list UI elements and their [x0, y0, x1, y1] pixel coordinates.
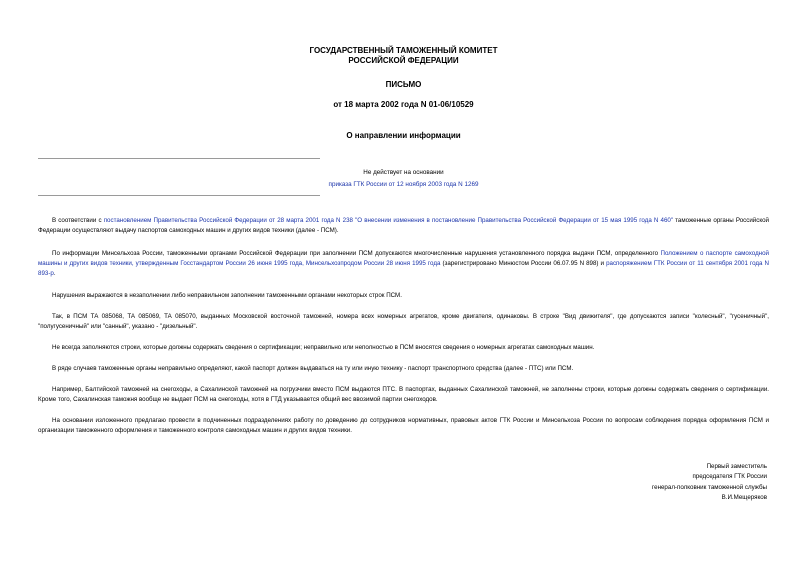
status-note-text: Не действует на основании	[363, 169, 444, 176]
paragraph-2-text-c: .	[53, 269, 56, 277]
status-note-link-row	[0, 179, 807, 191]
signature-line4: В.И.Мещеряков	[721, 494, 767, 502]
document-subject: О направлении информации	[346, 131, 461, 140]
paragraph-7: Например, Балтийской таможней на снегоходы, а Сахалинской таможней на погрузчики вместо ПСМ выдаются ПТС. В паспортах, выданных Сахалинской таможней, не заполнены строки, которые должны содержать сведения о сертификации. Кроме того, Сахалинская таможня вообще не выдает ПСМ на снегоходы, хотя в ГТД указывается общий вес ввозимой партии снегоходов.	[38, 386, 769, 403]
signature-line3: генерал-полковник таможенной службы	[652, 483, 767, 491]
divider-top	[38, 158, 320, 159]
paragraph-2	[38, 249, 769, 278]
paragraph-2-text-a: По информации Минсельхоза России, таможенными органами Российской Федерации при заполнении ПСМ допускаются многочисленные нарушения установленного порядка выдачи ПСМ, определенного	[52, 250, 661, 257]
document-date-number: от 18 марта 2002 года N 01-06/10529	[333, 100, 474, 109]
paragraph-2-text-b: (зарегистрировано Минюстом России 06.07.95 N 898) и	[440, 259, 607, 267]
paragraph-3: Нарушения выражаются в незаполнении либо неправильном заполнении таможенными органами некоторых строк ПСМ.	[52, 292, 402, 299]
paragraph-6: В ряде случаев таможенные органы неправильно определяют, какой паспорт должен выдаваться на ту или иную технику - паспорт транспортного средства (далее - ПТС) или ПСМ.	[52, 365, 574, 372]
status-note-link[interactable]: приказа ГТК России от 12 ноября 2003 года N 1269	[328, 181, 479, 188]
divider-bottom	[38, 195, 320, 196]
org-name-line1: ГОСУДАРСТВЕННЫЙ ТАМОЖЕННЫЙ КОМИТЕТ	[309, 46, 498, 55]
paragraph-4: Так, в ПСМ ТА 085068, ТА 085069, ТА 085070, выданных Московской восточной таможней, номера всех номерных агрегатов, кроме двигателя, одинаковы. В строке "Вид движителя", где допускаются записи "колесный", "гусеничный", "полугусеничный" или "санный", указано - "дизельный".	[38, 313, 769, 330]
paragraph-8: На основании изложенного предлагаю провести в подчиненных подразделениях работу по доведению до сотрудников нормативных, правовых актов ГТК России и Минсельхоза России по вопросам соблюдения порядка оформления ПСМ и организации таможенного оформления и таможенного контроля самоходных машин и других видов техники.	[38, 417, 769, 434]
link-psm-regulation[interactable]: Положением о паспорте самоходной машины и других видов техники, утвержденным Госстандартом России 26 июня 1995 года, Минсельхозпродом России 28 июня 1995 года	[38, 250, 769, 267]
link-decree-238[interactable]: постановлением Правительства Российской Федерации от 28 марта 2001 года N 238 "О внесении изменения в постановление Правительства Российской Федерации от 15 мая 1995 года N 460"	[103, 217, 674, 224]
signature-line2: председателя ГТК России	[692, 473, 767, 481]
signature-block	[652, 462, 767, 504]
document-type: ПИСЬМО	[385, 80, 422, 89]
org-name-line2: РОССИЙСКОЙ ФЕДЕРАЦИИ	[348, 56, 459, 65]
paragraph-1-text-b: таможенные органы Российской Федерации осуществляют выдачу паспортов самоходных машин и других видов техники (далее - ПСМ).	[38, 217, 770, 234]
signature-line1: Первый заместитель	[706, 463, 767, 470]
paragraph-5: Не всегда заполняются строки, которые должны содержать сведения о сертификации; неправильно или неполностью в ПСМ вносятся сведения о номерных агрегатах самоходных машин.	[52, 344, 595, 351]
paragraph-1-text-a: В соответствии с	[52, 217, 104, 224]
link-gtk-order-893[interactable]: распоряжением ГТК России от 11 сентября 2001 года N 893-р	[38, 259, 769, 277]
paragraph-1	[38, 216, 769, 236]
